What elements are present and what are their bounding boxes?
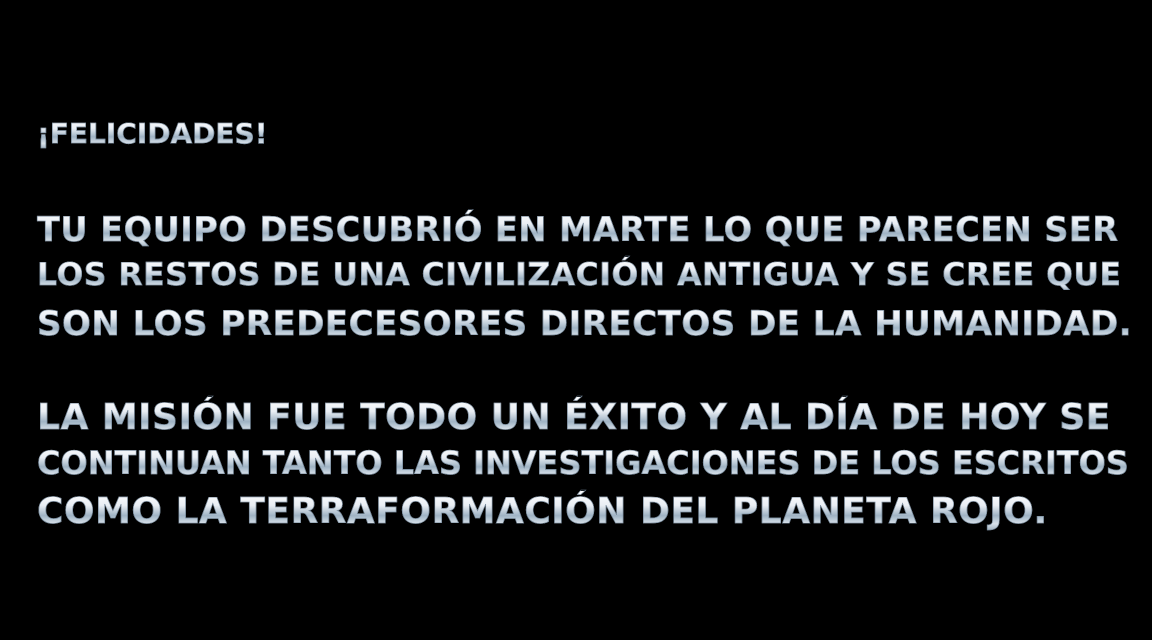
victory-title: ¡FELICIDADES! [37,117,268,150]
paragraph-1-line-1: TU EQUIPO DESCUBRIÓ EN MARTE LO QUE PARECEN SER [37,210,1119,249]
paragraph-2-line-2: CONTINUAN TANTO LAS INVESTIGACIONES DE LOS ESCRITOS [37,444,1129,482]
paragraph-1-line-2: LOS RESTOS DE UNA CIVILIZACIÓN ANTIGUA Y SE CREE QUE [37,257,1122,293]
paragraph-2-line-3: COMO LA TERRAFORMACIÓN DEL PLANETA ROJO. [37,491,1048,532]
paragraph-1-line-3: SON LOS PREDECESORES DIRECTOS DE LA HUMANIDAD. [37,304,1133,344]
paragraph-2-line-1: LA MISIÓN FUE TODO UN ÉXITO Y AL DÍA DE HOY SE [37,397,1111,438]
